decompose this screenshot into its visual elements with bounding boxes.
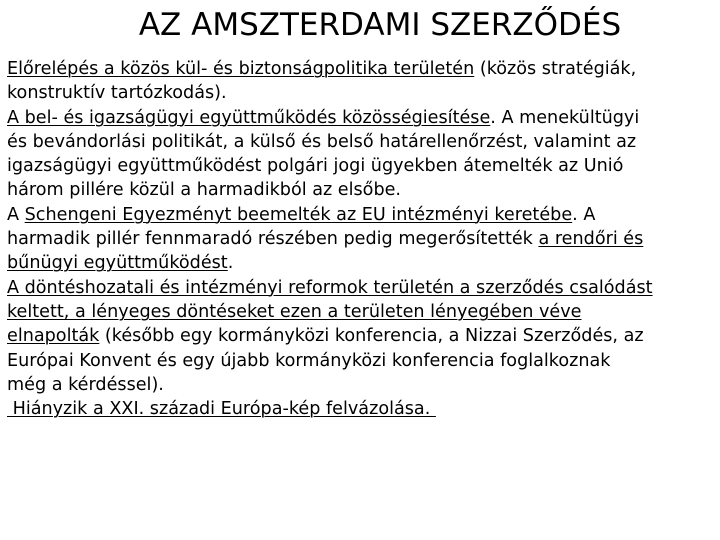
body-line-1 xyxy=(7,57,720,81)
underlined-phrase: Hiányzik a XXI. századi Európa-kép felvázolása. xyxy=(7,399,436,420)
body-line-10 xyxy=(7,276,720,300)
body-line-2 xyxy=(7,81,720,105)
body-line-13 xyxy=(7,349,720,373)
body-line-7 xyxy=(7,203,720,227)
body-line-3 xyxy=(7,106,720,130)
body-text: harmadik pillér fennmaradó részében pedig megerősítették xyxy=(7,229,539,250)
body-line-14 xyxy=(7,373,720,397)
underlined-phrase: keltett, a lényeges döntéseket ezen a területen lényegében véve xyxy=(7,301,582,322)
body-line-6 xyxy=(7,178,720,202)
slide-body xyxy=(7,57,720,421)
body-line-9 xyxy=(7,251,720,275)
underlined-phrase: A bel- és igazságügyi együttműködés közösségiesítése xyxy=(7,107,491,128)
body-line-4 xyxy=(7,130,720,154)
body-line-8 xyxy=(7,227,720,251)
body-line-5 xyxy=(7,154,720,178)
body-text: . A menekültügyi xyxy=(490,107,640,128)
body-text: még a kérdéssel). xyxy=(7,374,164,395)
body-line-12 xyxy=(7,324,720,348)
underlined-phrase: Előrelépés a közös kül- és biztonságpolitika területén xyxy=(7,59,475,79)
body-text: három pillére közül a harmadikból az elsőbe. xyxy=(7,180,402,201)
body-text: A xyxy=(7,204,25,225)
underlined-phrase: bűnügyi együttműködést xyxy=(7,253,228,274)
body-line-15 xyxy=(7,397,720,421)
body-text: igazságügyi együttműködést polgári jogi ügyekben átemelték az Unió xyxy=(7,156,624,177)
body-text: Európai Konvent és egy újabb kormányközi konferencia foglalkoznak xyxy=(7,350,611,371)
underlined-phrase: elnapolták xyxy=(7,326,100,347)
underlined-phrase: a rendőri és xyxy=(538,229,644,250)
body-text: és bevándorlási politikát, a külső és belső határellenőrzést, valamint az xyxy=(7,131,637,152)
slide-title: AZ AMSZTERDAMI SZERZŐDÉS xyxy=(138,7,622,43)
body-line-11 xyxy=(7,300,720,324)
underlined-phrase: Schengeni Egyezményt beemelték az EU intézményi keretébe xyxy=(24,204,573,225)
body-text: . A xyxy=(572,204,596,225)
underlined-phrase: A döntéshozatali és intézményi reformok területén a szerződés csalódást xyxy=(7,277,653,298)
body-text: (később egy kormányközi konferencia, a Nizzai Szerződés, az xyxy=(99,326,644,347)
body-text: . xyxy=(227,253,234,274)
body-text: konstruktív tartózkodás). xyxy=(7,83,227,104)
body-text: (közös stratégiák, xyxy=(474,59,637,79)
